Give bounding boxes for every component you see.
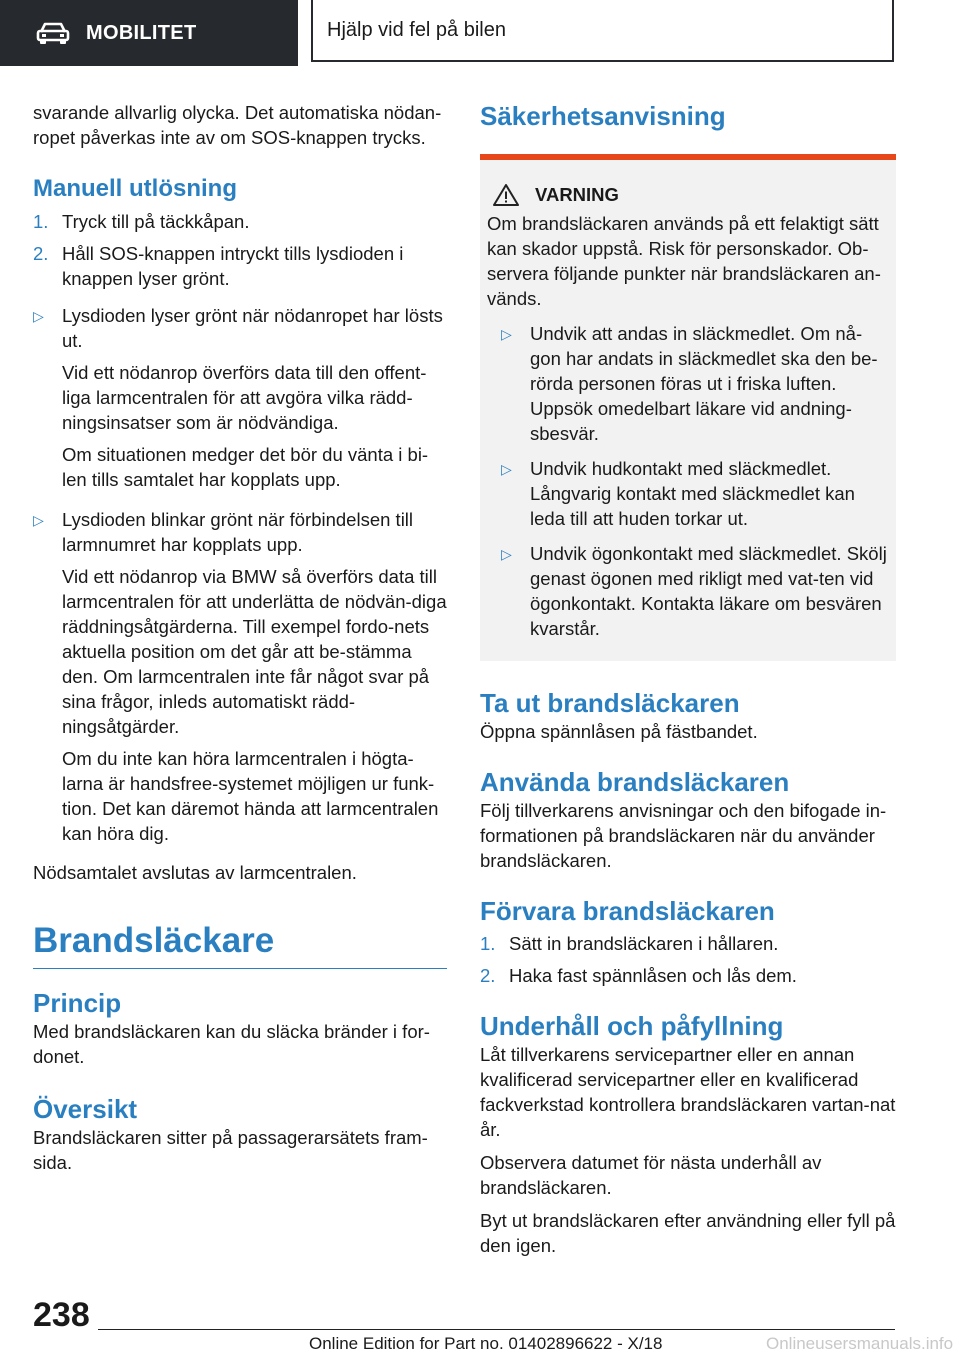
bullet-text: Undvik att andas in släckmedlet. Om nå-gon har andats in släckmedlet ska den be-rörda personen föras ut i friska luften. Uppsök omedelbart läkare vid andning-sbesvär.	[530, 323, 878, 444]
warning-box	[480, 158, 896, 661]
page-number: 238	[33, 1296, 90, 1334]
maintenance-paragraph: Låt tillverkarens servicepartner eller en annan kvalificerad servicepartner eller en kvalificerad fackverkstad kontrollera brandsläckaren vartan-nat år.	[480, 1044, 896, 1140]
bullet-paragraph: Om situationen medger det bör du vänta i bi-len tills samtalet har kopplats upp.	[62, 444, 429, 490]
bullet-text: Undvik ögonkontakt med släckmedlet. Skölj genast ögonen med rikligt med vat-ten vid ögonkontakt. Kontakta läkare om besvären kvarstår.	[530, 543, 887, 639]
page-header	[0, 0, 960, 66]
section-tab	[0, 0, 298, 66]
watermark: Onlineusersmanuals.info	[766, 1334, 954, 1353]
list-item	[480, 931, 896, 956]
chapter-label: Hjälp vid fel på bilen	[327, 18, 506, 41]
warning-triangle-icon	[492, 183, 520, 207]
step-number: 1.	[480, 933, 496, 954]
use-heading: Använda brandsläckaren	[480, 767, 790, 797]
step-number: 1.	[33, 211, 49, 232]
step-text: Håll SOS-knappen intryckt tills lysdioden i knappen lyser grönt.	[62, 243, 404, 289]
oversikt-heading: Översikt	[33, 1094, 138, 1124]
triangle-bullet-icon: ▷	[33, 512, 44, 528]
triangle-bullet-icon: ▷	[501, 546, 512, 562]
bullet-paragraph: Vid ett nödanrop via BMW så överförs data till larmcentralen för att underlätta de nödvän-diga räddningsåtgärderna. Till exempel fordo-nets aktuella position om det går att be-stämma den. Om larmcentralen inte får något svar på sina frågor, inleds automatiskt rädd-ningsåtgärder.	[62, 566, 447, 737]
bullet-item	[33, 507, 447, 853]
princip-text: Med brandsläckaren kan du släcka bränder i for-donet.	[33, 1021, 430, 1067]
bullet-item	[501, 456, 888, 531]
bullet-item	[33, 303, 447, 499]
bullet-text: Undvik hudkontakt med släckmedlet. Långvarig kontakt med släckmedlet kan leda till att huden torkar ut.	[530, 458, 855, 529]
step-text: Tryck till på täckkåpan.	[62, 211, 250, 232]
bullet-paragraph: Lysdioden lyser grönt när nödanropet har lösts ut.	[62, 305, 443, 351]
warning-title: VARNING	[535, 184, 619, 205]
step-number: 2.	[480, 965, 496, 986]
take-out-heading: Ta ut brandsläckaren	[480, 688, 740, 718]
triangle-bullet-icon: ▷	[501, 461, 512, 477]
bullet-paragraph: Lysdioden blinkar grönt när förbindelsen till larmnumret har kopplats upp.	[62, 509, 414, 555]
closing-text: Nödsamtalet avslutas av larmcentralen.	[33, 862, 357, 883]
chapter-tab	[311, 0, 894, 62]
bullet-paragraph: Om du inte kan höra larmcentralen i högta-larna är handsfree-systemet möjligen ur funk-tion. Det kan däremot hända att larmcentralen kan höra dig.	[62, 748, 439, 844]
bullet-item	[501, 321, 888, 446]
step-number: 2.	[33, 243, 49, 264]
warning-bar	[480, 154, 896, 160]
oversikt-text: Brandsläckaren sitter på passagerarsätets fram-sida.	[33, 1127, 428, 1173]
store-heading: Förvara brandsläckaren	[480, 896, 775, 926]
intro-paragraph: svarande allvarlig olycka. Det automatiska nödan-ropet påverkas inte av om SOS-knappen trycks.	[33, 102, 442, 148]
chapter-title: Brandsläckare	[33, 921, 275, 960]
warning-header	[487, 182, 888, 207]
triangle-bullet-icon: ▷	[501, 326, 512, 342]
step-text: Sätt in brandsläckaren i hållaren.	[509, 933, 779, 954]
use-text: Följ tillverkarens anvisningar och den bifogade in-formationen på brandsläckaren när du använder brandsläckaren.	[480, 800, 887, 871]
maintenance-paragraph: Byt ut brandsläckaren efter användning eller fyll på den igen.	[480, 1210, 896, 1256]
safety-heading: Säkerhetsanvisning	[480, 101, 726, 131]
car-icon	[36, 21, 70, 45]
princip-heading: Princip	[33, 988, 122, 1018]
list-item	[33, 209, 447, 234]
maintenance-paragraph: Observera datumet för nästa underhåll av brandsläckaren.	[480, 1152, 822, 1198]
section-label: MOBILITET	[86, 21, 197, 44]
left-column	[33, 100, 447, 1183]
warning-text: Om brandsläckaren används på ett felaktigt sätt kan skador uppstå. Risk för personskador. Ob-servera följande punkter när brandsläckaren an-vänds.	[487, 213, 881, 309]
take-out-text: Öppna spännlåsen på fästbandet.	[480, 721, 758, 742]
bullet-paragraph: Vid ett nödanrop överförs data till den offent-liga larmcentralen för att avgöra vilka rädd-ningsinsatser som är nödvändiga.	[62, 362, 427, 433]
step-text: Haka fast spännlåsen och lås dem.	[509, 965, 797, 986]
list-item	[33, 241, 447, 291]
edition-text: Online Edition for Part no. 01402896622 - X/18	[309, 1334, 663, 1353]
footer-divider	[98, 1329, 895, 1330]
bullet-item	[501, 541, 888, 641]
right-column	[480, 100, 896, 1266]
list-item	[480, 963, 896, 988]
chapter-divider	[33, 968, 447, 969]
maintenance-heading: Underhåll och påfyllning	[480, 1011, 784, 1041]
manual-heading: Manuell utlösning	[33, 175, 237, 202]
triangle-bullet-icon: ▷	[33, 308, 44, 324]
